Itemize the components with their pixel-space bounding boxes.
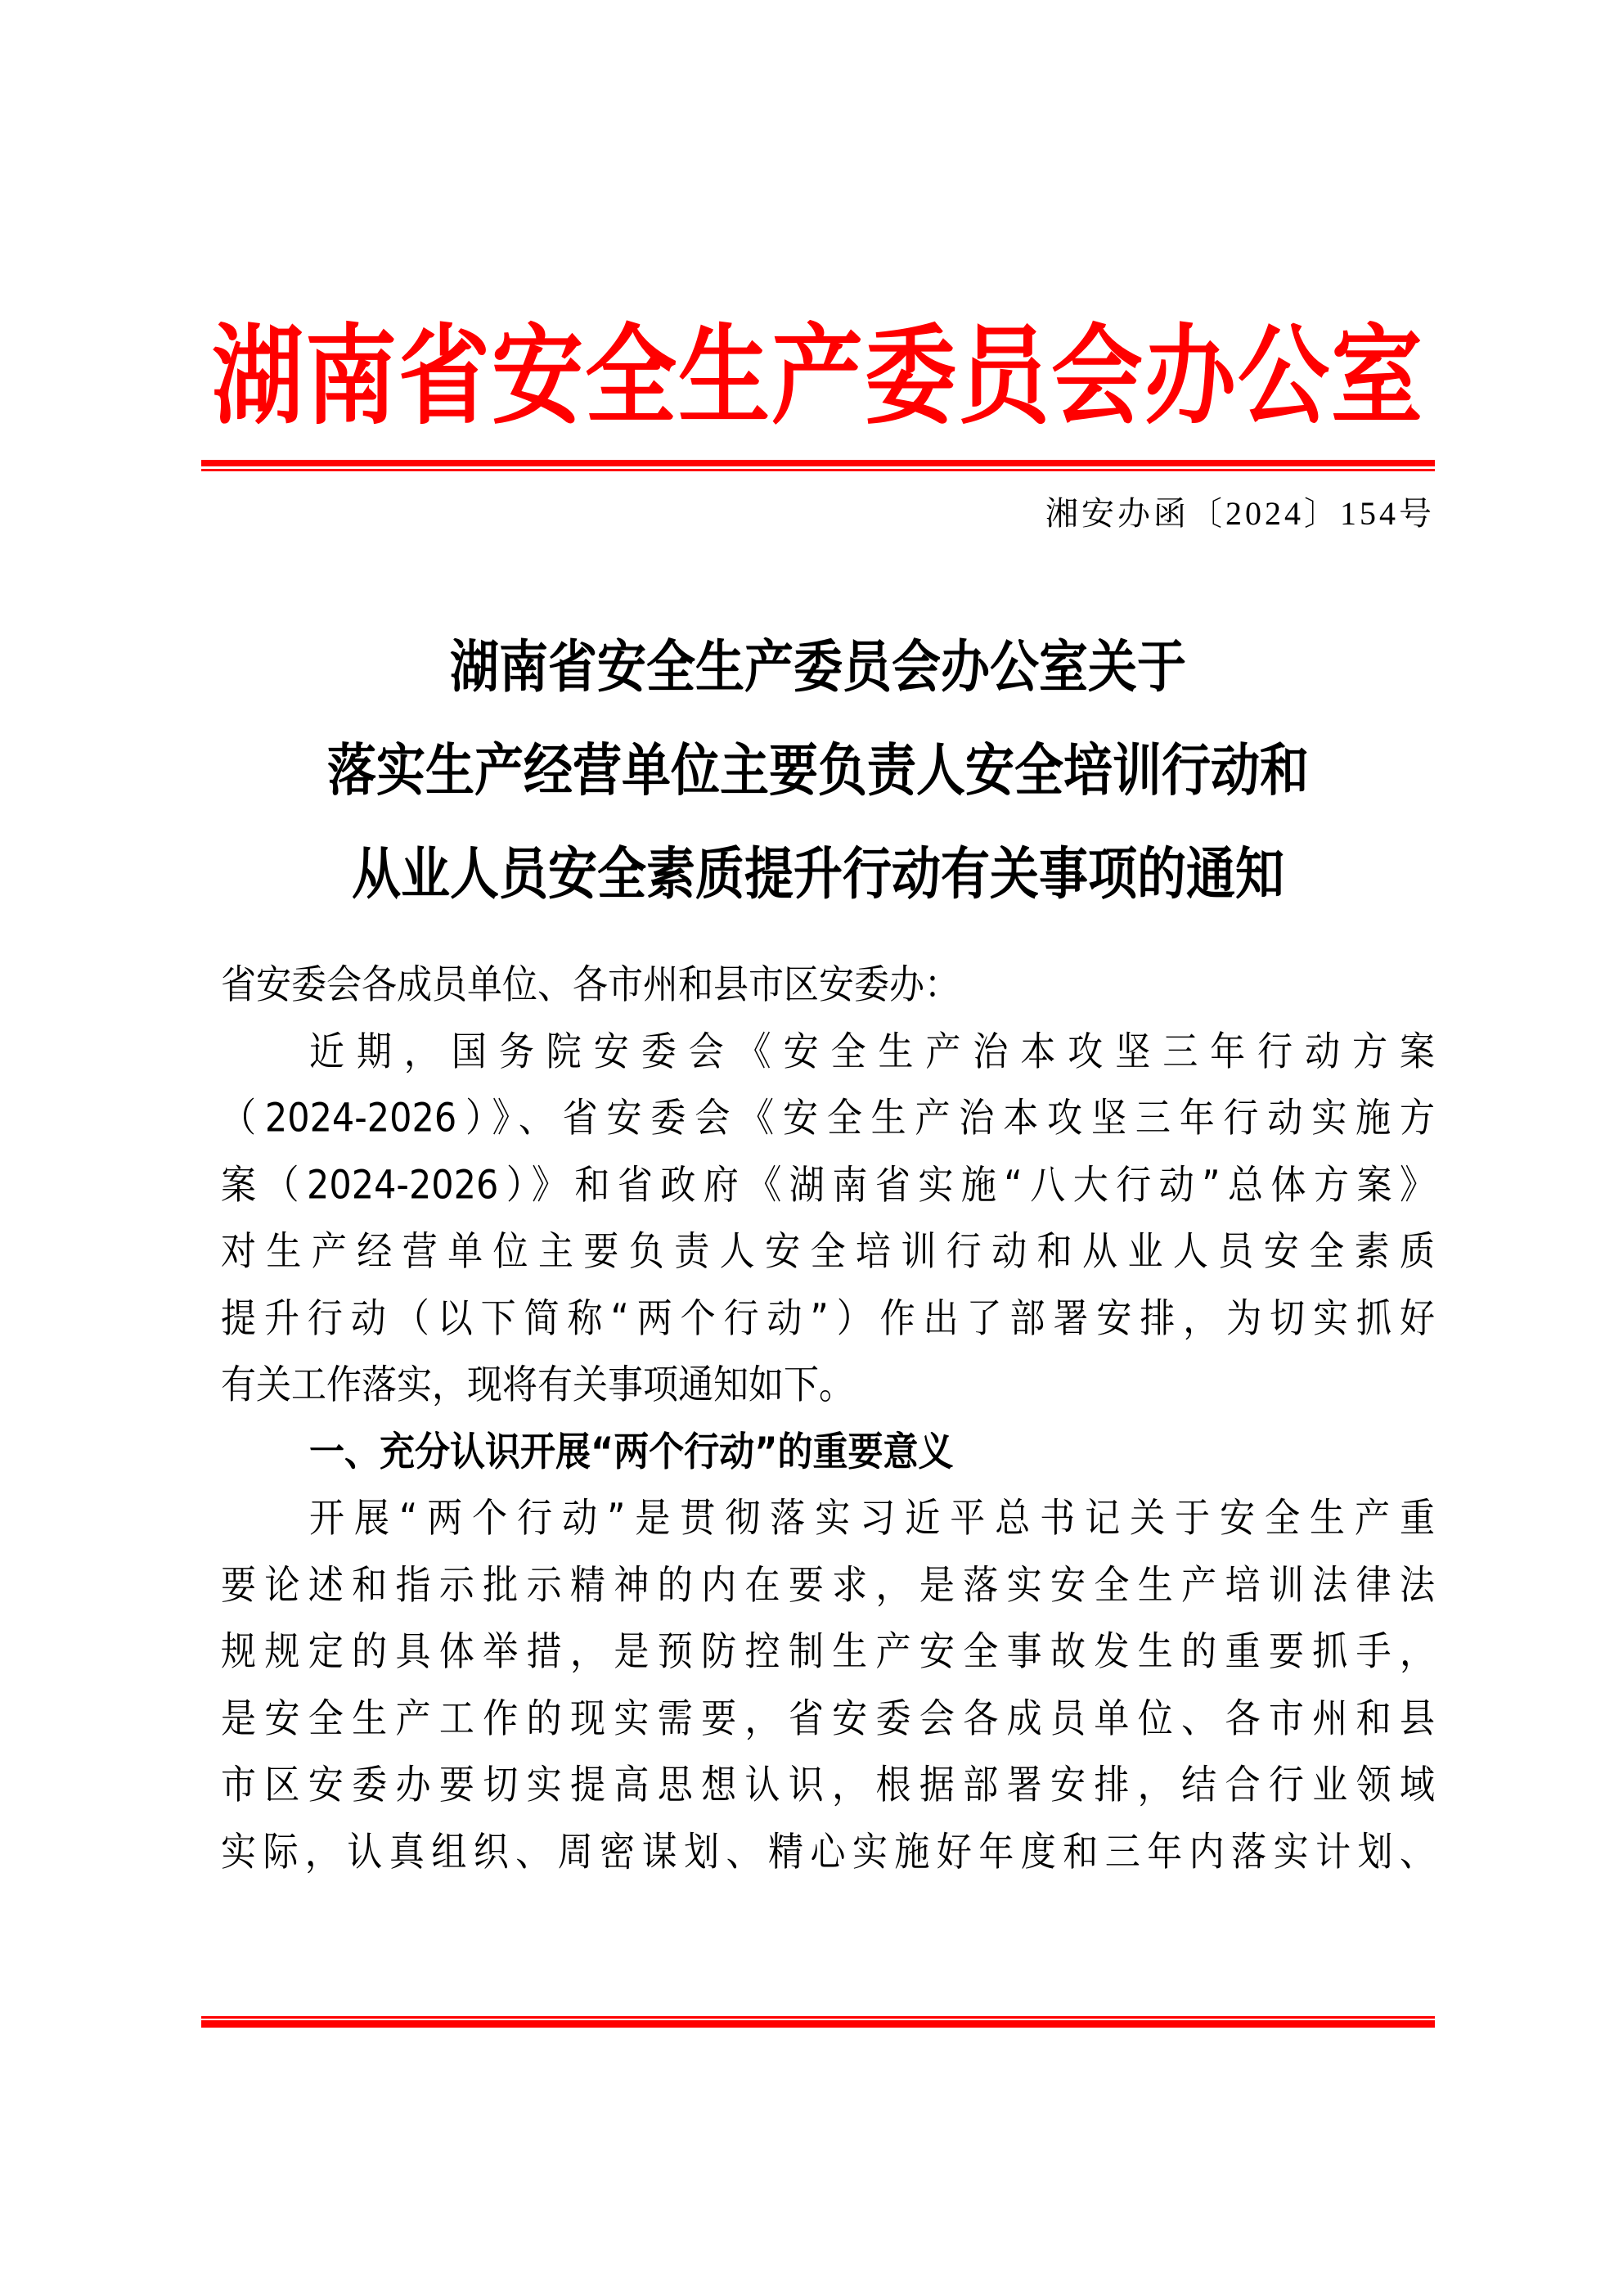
addressee: 省安委会各成员单位、各市州和县市区安委办： <box>221 961 960 1008</box>
paragraph-line: 市区安委办要切实提高思想认识，根据部署安排，结合行业领域 <box>221 1762 1435 1808</box>
document-number: 湘安办函〔2024〕154号 <box>1045 495 1435 532</box>
paragraph-line: 实际，认真组织、周密谋划、精心实施好年度和三年内落实计划、 <box>221 1829 1435 1875</box>
section-heading: 一、充分认识开展“两个行动”的重要意义 <box>309 1429 954 1475</box>
paragraph-line: 要论述和指示批示精神的内在要求，是落实安全生产培训法律法 <box>221 1562 1435 1609</box>
paragraph-line: 有关工作落实，现将有关事项通知如下。 <box>221 1362 854 1408</box>
paragraph-line: 开展“两个行动”是贯彻落实习近平总书记关于安全生产重 <box>309 1495 1435 1542</box>
title-line: 从业人员安全素质提升行动有关事项的通知 <box>352 841 1284 907</box>
paragraph-line: 规规定的具体举措，是预防控制生产安全事故发生的重要抓手， <box>221 1628 1435 1675</box>
masthead-title: 湖南省安全生产委员会办公室 <box>212 313 1424 440</box>
paragraph-line: 对生产经营单位主要负责人安全培训行动和从业人员安全素质 <box>221 1228 1435 1275</box>
masthead-rule-thick <box>201 460 1435 466</box>
masthead-rule-thin <box>201 469 1435 471</box>
paragraph-line: 是安全生产工作的现实需要，省安委会各成员单位、各市州和县 <box>221 1695 1435 1742</box>
footer-rule-thick <box>201 2020 1435 2028</box>
title-line: 湖南省安全生产委员会办公室关于 <box>450 634 1186 700</box>
paragraph-line: 案（2024-2026）》和省政府《湖南省实施“八大行动”总体方案》 <box>221 1162 1435 1209</box>
paragraph-line: （2024-2026）》、省安委会《安全生产治本攻坚三年行动实施方 <box>221 1095 1435 1141</box>
paragraph-line: 提升行动（以下简称“两个行动”）作出了部署安排，为切实抓好 <box>221 1295 1435 1342</box>
title-line: 落实生产经营单位主要负责人安全培训行动和 <box>327 737 1309 804</box>
paragraph-line: 近期，国务院安委会《安全生产治本攻坚三年行动方案 <box>309 1029 1435 1075</box>
document-title <box>201 615 1435 926</box>
document-body <box>221 952 1435 1886</box>
footer-rule-thin <box>201 2016 1435 2019</box>
